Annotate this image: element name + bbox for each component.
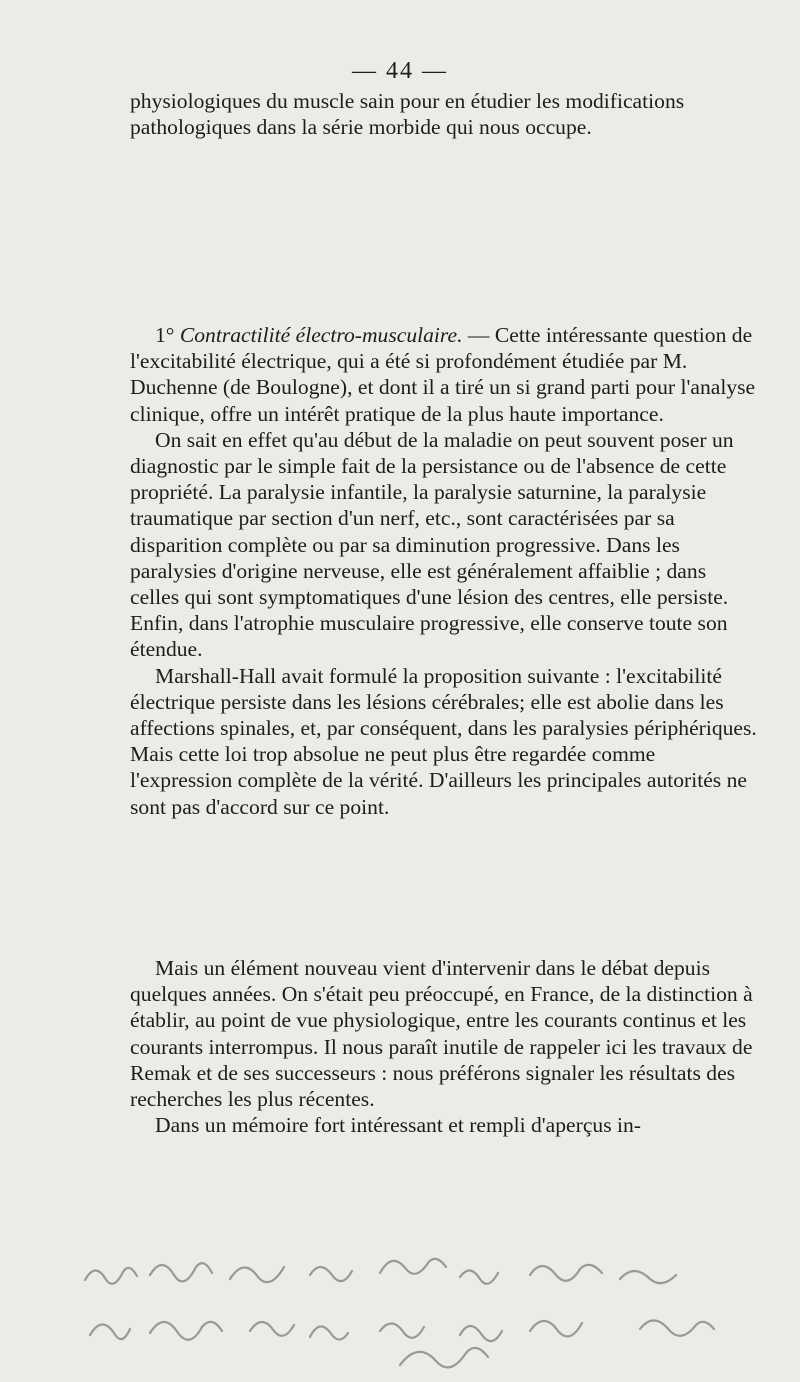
paragraph-2 (130, 322, 760, 427)
paragraph-3: On sait en effet qu'au début de la maladie on peut souvent poser un diagnostic par le simple fait de la persistance ou de l'absence de cette propriété. La paralysie infantile, la paralysie saturnine, la paralysie traumatique par section d'un nerf, etc., sont caractérisées par sa disparition complète ou par sa diminution progressive. Dans les paralysies d'origine nerveuse, elle est généralement affaiblie ; dans celles qui sont symptomatiques d'une lésion des centres, elle persiste. Enfin, dans l'atrophie musculaire progressive, elle conserve toute son étendue. (130, 427, 734, 662)
text-block-top (130, 88, 760, 140)
paragraph-5: Mais un élément nouveau vient d'intervenir dans le débat depuis quelques années. On s'était peu préoccupé, en France, de la distinction à établir, au point de vue physiologique, entre les courants continus et les courants interrompus. Il nous paraît inutile de rappeler ici les travaux de Remak et de ses successeurs : nous préférons signaler les résultats des recherches les plus récentes. (130, 956, 753, 1112)
paragraph-6: Dans un mémoire fort intéressant et rempli d'aperçus in- (155, 1113, 641, 1138)
paragraph-1: physiologiques du muscle sain pour en étudier les modifications pathologiques dans la série morbide qui nous occupe. (130, 89, 685, 140)
text-block-bottom (130, 955, 760, 1138)
text-block-middle (130, 322, 760, 820)
section-heading: Contractilité électro-musculaire. (179, 323, 463, 347)
paragraph-4: Marshall-Hall avait formulé la proposition suivante : l'excitabilité électrique persiste dans les lésions cérébrales; elle est abolie dans les affections spinales, et, par conséquent, dans les paralysies périphériques. Mais cette loi trop absolue ne peut plus être regardée comme l'expression complète de la vérité. D'ailleurs les principales autorités ne sont pas d'accord sur ce point. (130, 663, 757, 819)
page-number: — 44 — (352, 58, 448, 84)
handwritten-annotation (80, 1235, 780, 1375)
section-number: 1° (155, 323, 180, 347)
paragraph-2-text: — Cette intéressante question de l'excitabilité électrique, qui a été si profondément étudiée par M. Duchenne (de Boulogne), et dont il a tiré un si grand parti pour l'analyse clinique, offre un intérêt pratique de la plus haute importance. (130, 323, 756, 426)
